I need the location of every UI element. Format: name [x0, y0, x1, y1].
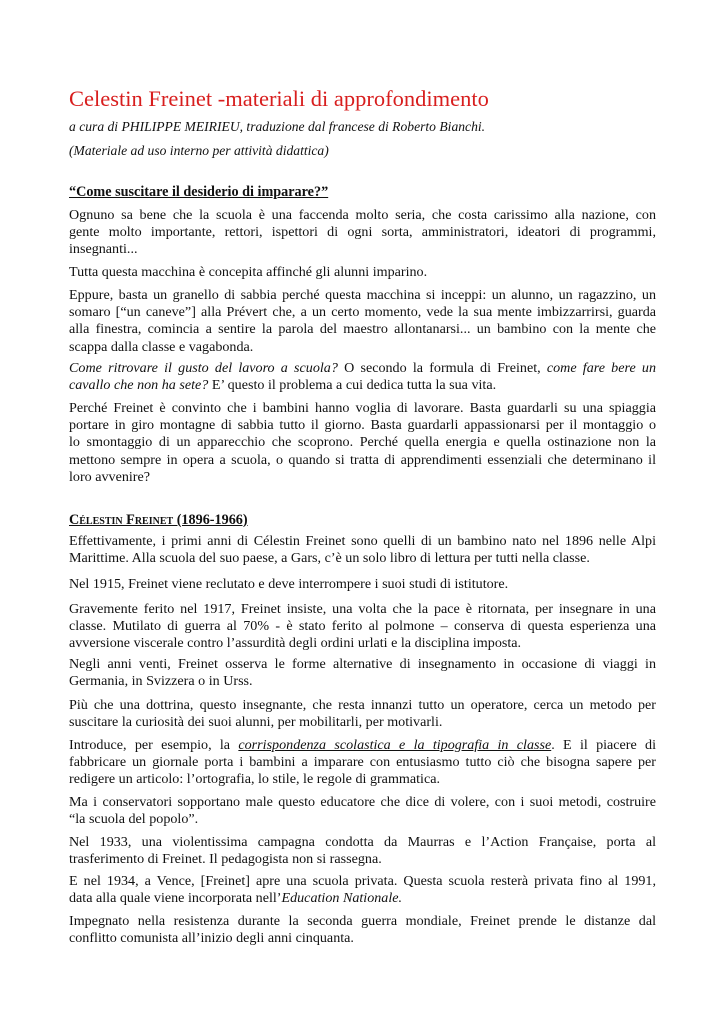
text-line: somaro [“un caneve”] alla Prévert che, a un certo momento, vede la sua mente imbizzarrirsi, guarda [69, 304, 656, 321]
text-line: Negli anni venti, Freinet osserva le forme alternative di insegnamento in occasione di viaggi in [69, 656, 656, 672]
paragraph [69, 207, 656, 259]
text-line: Eppure, basta un granello di sabbia perché questa macchina si inceppi: un alunno, un ragazzino, un [69, 287, 656, 303]
text-line: fabbricare un giornale porta i bambini a imparare con entusiasmo tutto ciò che bisogna sapere per [69, 754, 656, 771]
text-run: E’ questo il problema a cui dedica tutta la sua vita. [208, 377, 497, 394]
text-line [69, 890, 656, 907]
text-line: “la scuola del popolo”. [69, 811, 199, 828]
paragraph [69, 287, 656, 356]
text-line: alla finestra, comincia a sentire la parola del maestro allontanarsi... un bambino con la mente che [69, 321, 656, 338]
text-line: Effettivamente, i primi anni di Célestin Freinet sono quelli di un bambino nato nel 1896 nelle Alpi [69, 533, 656, 549]
text-line: scappa dalla classe e vagabonda. [69, 338, 254, 355]
text-line: Tutta questa macchina è concepita affinché gli alunni imparino. [69, 264, 428, 280]
paragraph [69, 264, 656, 281]
text-line: Ognuno sa bene che la scuola è una faccenda molto seria, che costa carissimo alla nazione, con [69, 207, 656, 223]
text-line: conflitto comunista all’inizio degli anni cinquanta. [69, 930, 354, 947]
text-line: gente molto importante, rettori, ispettori di ogni sorta, amministratori, ideatori di programmi, [69, 224, 656, 241]
text-line: suscitare la curiosità dei suoi alunni, per mobilitarli, per motivarli. [69, 714, 443, 731]
italic-quote: cavallo che non ha sete? [69, 377, 209, 394]
paragraph [69, 737, 656, 789]
italic-quote: come fare bere un [546, 360, 656, 376]
paragraph [69, 400, 656, 486]
text-line: trasferimento di Freinet. Il pedagogista non si rassegna. [69, 851, 382, 868]
text-line: Perché Freinet è convinto che i bambini hanno voglia di lavorare. Basta guardarli su una spiaggia [69, 400, 656, 416]
text-line: insegnanti... [69, 241, 138, 258]
text-line: E nel 1934, a Vence, [Freinet] apre una scuola privata. Questa scuola resterà privata fino al 1991, [69, 873, 656, 889]
text-line: mettono sempre in opera a scuola, o quando si tratta di apprendimenti essenziali che determinano il [69, 451, 656, 468]
text-line: Nel 1915, Freinet viene reclutato e deve interrompere i suoi studi di istitutore. [69, 576, 509, 592]
text-run: . E il piacere di [551, 737, 657, 753]
italic-term: Education Nationale. [281, 890, 403, 907]
text-line: avversione viscerale contro l’assurdità degli ordini urlati e la disciplina imposta. [69, 635, 522, 652]
paragraph [69, 873, 656, 907]
paragraph [69, 794, 656, 828]
text-line: Impegnato nella resistenza durante la seconda guerra mondiale, Freinet prende le distanze dal [69, 913, 656, 929]
text-run: Introduce, per esempio, la [69, 737, 239, 753]
text-line: Germania, in Svizzera o in Urss. [69, 673, 253, 690]
text-line: Marittime. Alla scuola del suo paese, a Gars, c’è un solo libro di lettura per tutti nella classe. [69, 550, 590, 567]
text-line: Gravemente ferito nel 1917, Freinet insiste, una volta che la pace è ritornata, per insegnare in una [69, 601, 656, 617]
document-title: Celestin Freinet -materiali di approfondimento [69, 86, 489, 111]
text-line: classe. Mutilato di guerra al 70% - è stato ferito al polmone – conserva di questa esperienza una [69, 618, 656, 635]
text-line: redigere un articolo: l’ortografia, lo stile, le regole di grammatica. [69, 771, 440, 788]
paragraph [69, 697, 656, 731]
paragraph [69, 834, 656, 868]
paragraph [69, 576, 656, 593]
text-line [69, 377, 656, 394]
paragraph [69, 533, 656, 567]
text-line [69, 360, 656, 377]
section-heading-desiderio: “Come suscitare il desiderio di imparare?” [69, 184, 329, 200]
text-line: Più che una dottrina, questo insegnante, che resta innanzi tutto un operatore, cerca un metodo per [69, 697, 656, 713]
text-run: data alla quale viene incorporata nell’ [69, 890, 282, 907]
paragraph [69, 656, 656, 690]
text-line: loro avvenire? [69, 468, 150, 485]
usage-note: (Materiale ad uso interno per attività didattica) [69, 143, 329, 158]
paragraph [69, 601, 656, 653]
paragraph [69, 360, 656, 394]
section-heading-freinet: Célestin Freinet (1896-1966) [69, 512, 248, 528]
italic-question: Come ritrovare il gusto del lavoro a scuola? [69, 360, 338, 376]
text-line [69, 737, 656, 754]
text-line: portare in giro montagne di sabbia tutto il giorno. Basta guardarli appassionarsi per il montaggio o [69, 417, 656, 434]
text-line: lo smontaggio di un apparecchio che scoprono. Perché quella energia e quella ostinazione non la [69, 434, 656, 451]
corrispondenza-link[interactable]: corrispondenza scolastica e la tipografia in classe [238, 737, 552, 753]
text-run: O secondo la formula di Freinet, [337, 360, 547, 376]
text-line: Nel 1933, una violentissima campagna condotta da Maurras e l’Action Française, porta al [69, 834, 656, 850]
text-line: Ma i conservatori sopportano male questo educatore che dice di volere, con i suoi metodi, costruire [69, 794, 656, 810]
paragraph [69, 913, 656, 947]
author-credit: a cura di PHILIPPE MEIRIEU, traduzione dal francese di Roberto Bianchi. [69, 119, 486, 134]
